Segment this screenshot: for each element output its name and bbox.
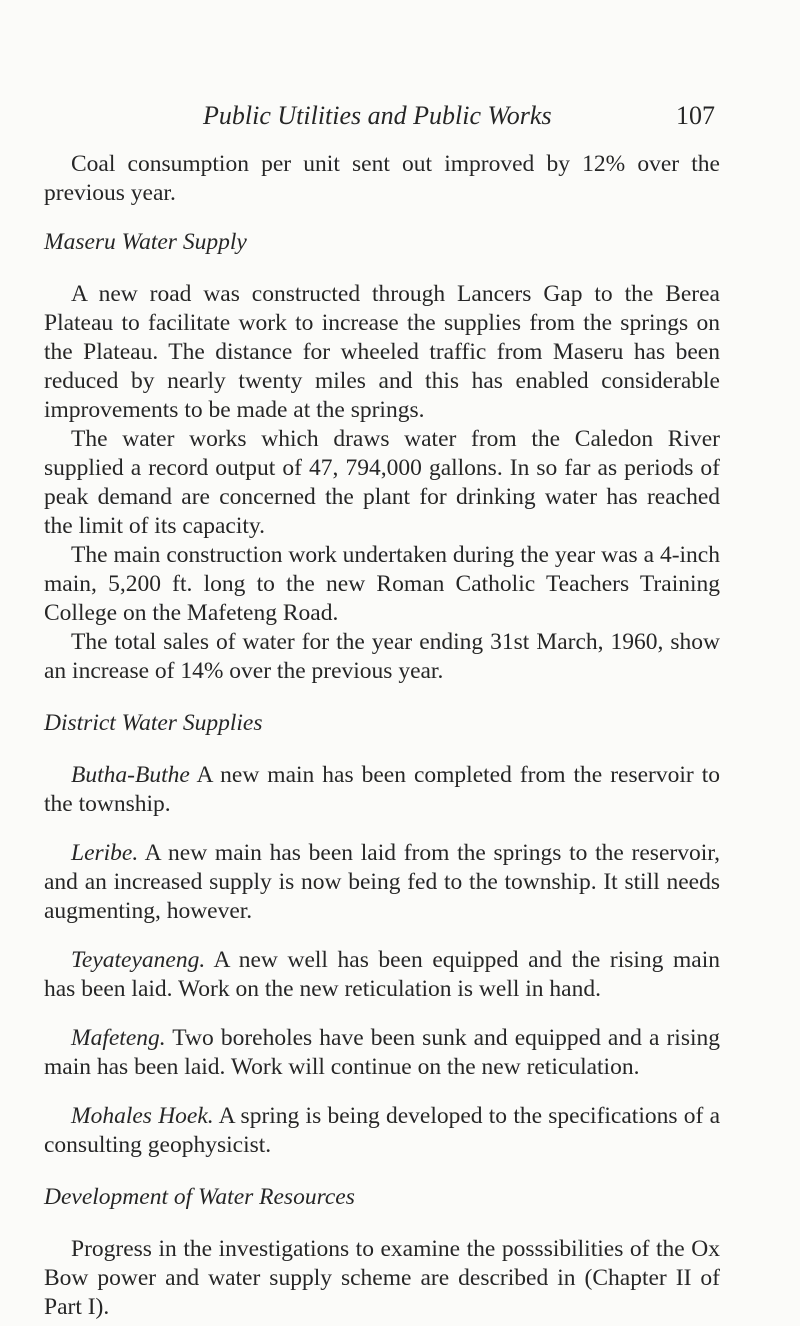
district-entry (44, 761, 720, 819)
paragraph: Progress in the investigations to examine the posssibilities of the Ox Bow power and water supply scheme are described in (Chapter II of Part I). (44, 1236, 720, 1320)
entry-text: A new main has been laid from the springs to the reservoir, and an increased supply is now being fed to the township. It still needs augmenting, however. (44, 840, 720, 924)
paragraph: The main construction work undertaken during the year was a 4-inch main, 5,200 ft. long to the new Roman Catholic Teachers Training College on the Mafeteng Road. (44, 542, 720, 626)
running-head-title: Public Utilities and Public Works (203, 101, 552, 130)
entry-text: Two boreholes have been sunk and equipped and a rising main has been laid. Work will continue on the new reticulation. (44, 1025, 720, 1080)
place-name: Teyateyaneng. (71, 947, 206, 973)
page-number: 107 (676, 101, 715, 130)
section-heading-development: Development of Water Resources (44, 1184, 355, 1210)
place-name: Butha-Buthe (71, 762, 190, 788)
entry-text: A spring is being developed to the specifications of a consulting geophysicist. (44, 1103, 721, 1158)
intro-paragraph: Coal consumption per unit sent out improved by 12% over the previous year. (44, 151, 720, 206)
entry-text: A new main has been completed from the reservoir to the township. (44, 762, 720, 817)
district-entry (44, 946, 720, 1004)
place-name: Mafeteng. (71, 1025, 166, 1051)
section-heading-district: District Water Supplies (44, 710, 263, 736)
running-head (203, 101, 715, 141)
section-heading-maseru: Maseru Water Supply (44, 229, 247, 255)
entry-text: A new well has been equipped and the rising main has been laid. Work on the new reticulation is well in hand. (44, 947, 720, 1002)
paragraph: A new road was constructed through Lancers Gap to the Berea Plateau to facilitate work to increase the supplies from the springs on the Plateau. The distance for wheeled traffic from Maseru has been reduced by nearly twenty miles and this has enabled considerable improvements to be made at the springs. (44, 281, 720, 423)
district-entry (44, 1024, 720, 1082)
place-name: Mohales Hoek. (71, 1103, 214, 1129)
paragraph: The total sales of water for the year ending 31st March, 1960, show an increase of 14% over the previous year. (44, 629, 720, 684)
page-body (44, 150, 720, 1322)
district-entry (44, 1102, 720, 1160)
place-name: Leribe. (71, 840, 139, 866)
district-entry (44, 839, 720, 926)
paragraph: The water works which draws water from the Caledon River supplied a record output of 47, 794,000 gallons. In so far as periods of peak demand are concerned the plant for drinking water has reached the limit of its capacity. (44, 426, 720, 539)
